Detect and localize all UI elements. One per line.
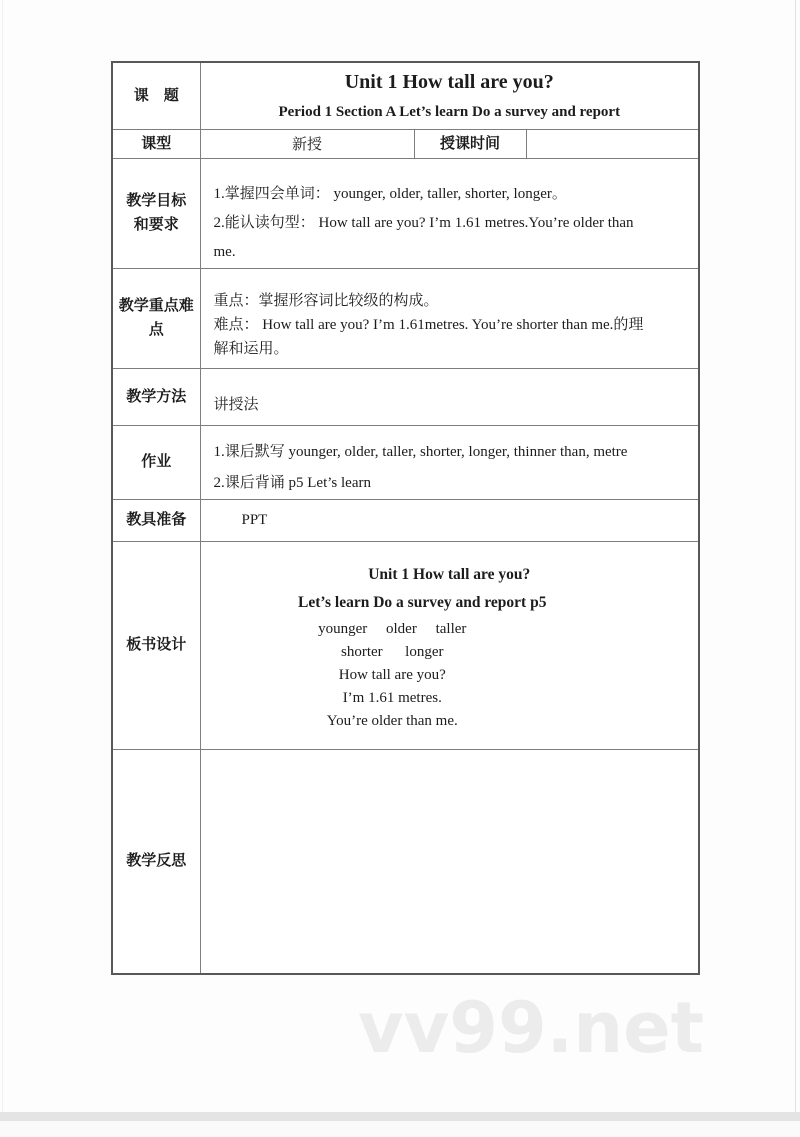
teaching-time-label: 授课时间 [414, 129, 526, 158]
board-design-content [200, 541, 699, 749]
topic-label: 课 题 [112, 62, 200, 129]
lesson-type-label: 课型 [112, 129, 200, 158]
homework-content: 1.课后默写 younger, older, taller, shorter, longer, thinner than, metre 2.课后背诵 p5 Let’s learn [200, 425, 699, 499]
goals-content: 1.掌握四会单词： younger, older, taller, shorter, longer。 2.能认读句型： How tall are you? I’m 1.61 metres.You’re older than me. [200, 158, 699, 268]
teaching-aids-label: 教具准备 [112, 499, 200, 541]
board-title: Unit 1 How tall are you? [368, 566, 531, 583]
board-design-label: 板书设计 [112, 541, 200, 749]
teaching-aids-content: PPT [200, 499, 699, 541]
homework-label: 作业 [112, 425, 200, 499]
row-board-design [112, 541, 699, 749]
row-lesson-type [112, 129, 699, 158]
watermark: vv99.net [358, 987, 705, 1069]
reflection-content [200, 749, 699, 974]
board-lines: younger older taller shorter longer How tall are you? I’m 1.61 metres. You’re older than me. [318, 621, 467, 729]
method-label: 教学方法 [112, 368, 200, 425]
topic-cell [200, 62, 699, 129]
teaching-time-value [526, 129, 699, 158]
lesson-plan-table [111, 61, 700, 975]
page-left-edge [2, 0, 3, 1137]
reflection-label: 教学反思 [112, 749, 200, 974]
row-goals [112, 158, 699, 268]
page-separator [0, 1112, 800, 1121]
unit-title: Unit 1 How tall are you? [344, 70, 554, 93]
row-key-points [112, 268, 699, 368]
board-subtitle: Let’s learn Do a survey and report p5 [298, 594, 547, 611]
method-content: 讲授法 [200, 368, 699, 425]
row-teaching-aids [112, 499, 699, 541]
next-page-top [0, 1121, 800, 1137]
lesson-type-value: 新授 [200, 129, 414, 158]
goals-label: 教学目标 和要求 [112, 158, 200, 268]
row-reflection [112, 749, 699, 974]
row-method [112, 368, 699, 425]
key-points-label: 教学重点难 点 [112, 268, 200, 368]
page-right-edge [795, 0, 796, 1137]
row-topic [112, 62, 699, 129]
key-points-content: 重点：掌握形容词比较级的构成。 难点： How tall are you? I’m 1.61metres. You’re shorter than me.的理 解和运用。 [200, 268, 699, 368]
row-homework [112, 425, 699, 499]
period-subtitle: Period 1 Section A Let’s learn Do a survey and report [278, 103, 621, 120]
